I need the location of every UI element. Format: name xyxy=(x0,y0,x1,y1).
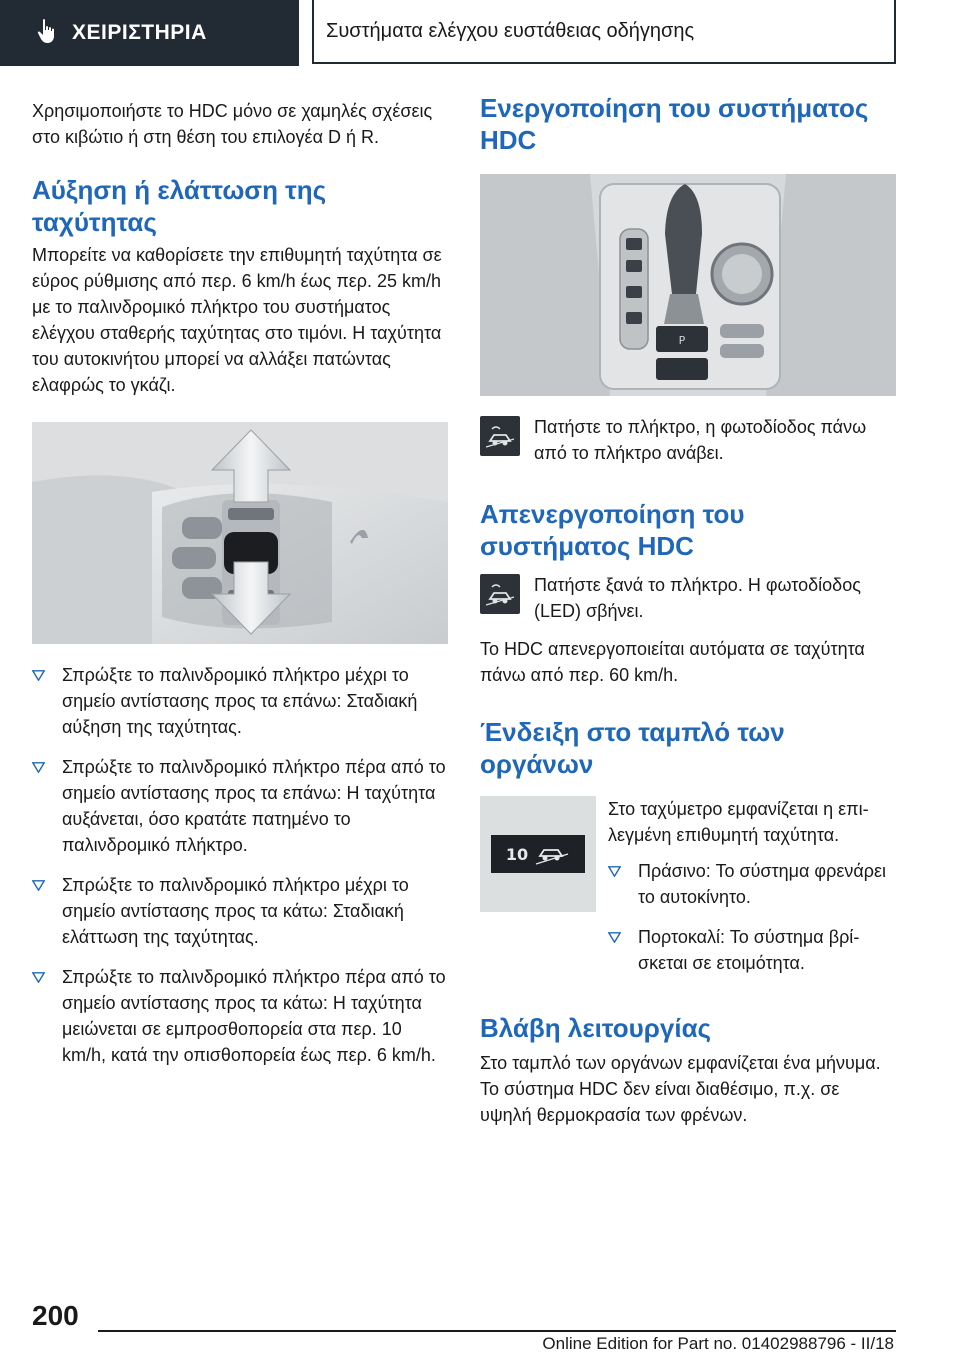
list-item: Σπρώξτε το παλινδρομικό πλήκτρο πέρα από το σημείο αντίστασης προς τα κάτω: Η ταχύτητα μειώνεται σε εμπροσθοπορεία στα περ. 10 km/h, κατά την οπισθοπορεία έως περ. 6 km/h. xyxy=(32,964,448,1068)
list-item: Σπρώξτε το παλινδρομικό πλήκτρο μέχρι το σημείο αντίστασης προς τα επάνω: Σταδιακή αύξηση της ταχύτητας. xyxy=(32,662,448,740)
list-item: Σπρώξτε το παλινδρομικό πλήκτρο πέρα από το σημείο αντίστασης προς τα επάνω: Η ταχύτητα αυξάνεται, όσο κρατάτε πατημένο το παλινδρομικό πλήκτρο. xyxy=(32,754,448,858)
activate-instruction xyxy=(480,414,896,466)
fault-heading: Βλάβη λειτουργίας xyxy=(480,1013,712,1043)
intro-paragraph: Χρησιμοποιήστε το HDC μόνο σε χαμηλές σχέσεις στο κιβώτιο ή στη θέση του επιλογέα D ή R. xyxy=(32,101,433,147)
triangle-bullet-icon xyxy=(608,932,621,943)
list-item: Πορτοκαλί: Το σύστημα βρίσκεται σε ετοιμότητα. xyxy=(608,924,896,976)
instrument-cluster-indicator-image xyxy=(480,796,596,912)
speed-heading: Αύξηση ή ελάττωση της ταχύτητας xyxy=(32,175,327,237)
deactivate-paragraph: Πατήστε ξανά το πλήκτρο. Η φωτοδίοδος (LED) σβήνει. xyxy=(534,575,861,621)
edition-info: Online Edition for Part no. 01402988796 - II/18 xyxy=(542,1334,894,1353)
deactivate-instruction xyxy=(480,572,896,624)
section-tab[interactable] xyxy=(0,0,299,66)
chapter-title: Συστήματα ελέγχου ευστάθειας οδήγησης xyxy=(326,19,695,42)
activate-paragraph: Πατήστε το πλήκτρο, η φωτοδίοδος πάνω από το πλήκτρο ανάβει. xyxy=(534,417,867,463)
list-item: Πράσινο: Το σύστημα φρενάρει το αυτοκίνητο. xyxy=(608,858,896,910)
list-item: Σπρώξτε το παλινδρομικό πλήκτρο μέχρι το σημείο αντίστασης προς τα κάτω: Σταδιακή ελάττωση της ταχύτητας. xyxy=(32,872,448,950)
triangle-bullet-icon xyxy=(32,762,45,773)
display-heading: Ένδειξη στο ταμπλό των οργάνων xyxy=(480,717,785,779)
hand-pointer-icon xyxy=(36,18,58,49)
speed-bullets xyxy=(32,662,448,1068)
section-title: ΧΕΙΡΙΣΤΗΡΙΑ xyxy=(72,21,207,44)
right-column xyxy=(480,92,896,1128)
hdc-car-icon xyxy=(534,842,570,866)
activate-heading: Ενεργοποίηση του συστήματος HDC xyxy=(480,93,869,155)
display-text-block xyxy=(608,796,896,990)
display-bullets xyxy=(608,858,896,976)
triangle-bullet-icon xyxy=(32,670,45,681)
page-number: 200 xyxy=(32,1300,79,1331)
left-column xyxy=(32,92,448,1082)
display-paragraph: Στο ταχύμετρο εμφανίζεται η επιλεγμένη επιθυμητή ταχύτητα. xyxy=(608,799,869,845)
footer-divider xyxy=(98,1330,896,1332)
triangle-bullet-icon xyxy=(32,972,45,983)
page-header xyxy=(0,0,960,66)
fault-paragraph: Στο ταμπλό των οργάνων εμφανίζεται ένα μήνυμα. Το σύστημα HDC δεν είναι διαθέσιμο, π.χ. σε υψηλή θερμοκρασία των φρένων. xyxy=(480,1053,881,1125)
svg-text:P: P xyxy=(678,334,686,347)
hdc-button-icon xyxy=(480,416,520,456)
display-section xyxy=(480,796,896,990)
triangle-bullet-icon xyxy=(32,880,45,891)
deactivate-heading: Απενεργοποίηση του συστήματος HDC xyxy=(480,499,745,561)
auto-deactivate-paragraph: Το HDC απενεργοποιείται αυτόματα σε ταχύτητα πάνω από περ. 60 km/h. xyxy=(480,639,865,685)
speed-paragraph: Μπορείτε να καθορίσετε την επιθυμητή ταχύτητα σε εύρος ρύθμισης από περ. 6 km/h έως περ. 25 km/h με το παλινδρομικό πλήκτρο του συστήματος ελέγχου σταθερής ταχύτητας στο τιμόνι. Η ταχύτητα του αυτοκινήτου μπορεί να αλλάξει πατώντας ελαφρώς το γκάζι. xyxy=(32,245,442,395)
triangle-bullet-icon xyxy=(608,866,621,877)
chapter-tab[interactable] xyxy=(312,0,896,64)
indicator-speed-value: 10 xyxy=(505,844,529,864)
hdc-button-icon xyxy=(480,574,520,614)
hdc-display-indicator xyxy=(491,835,585,873)
center-console-image xyxy=(480,174,896,396)
steering-wheel-rocker-image xyxy=(32,422,448,644)
